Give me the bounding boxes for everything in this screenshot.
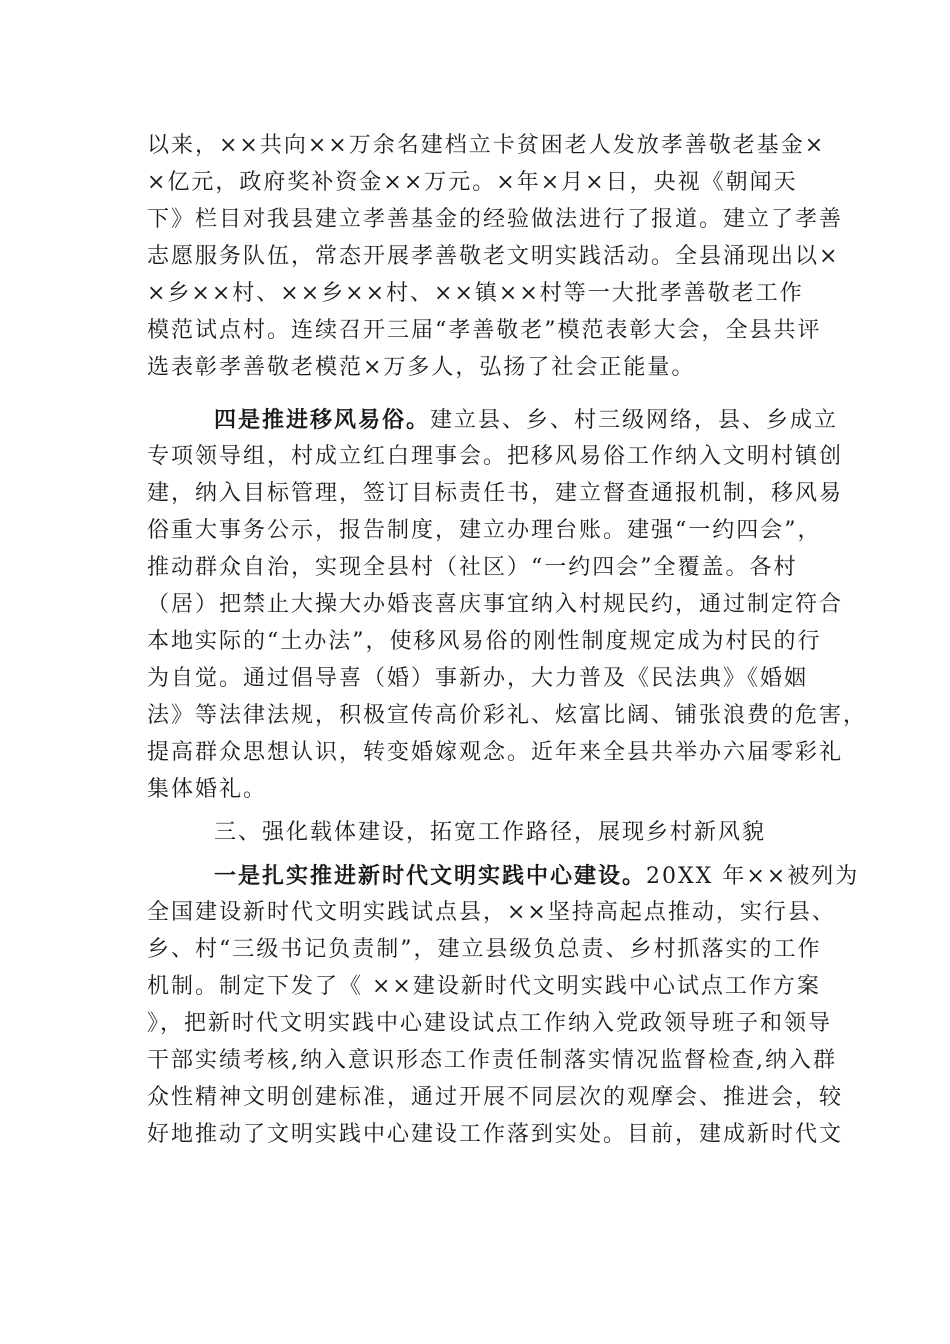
paragraph-line: 俗重大事务公示，报告制度，建立办理台账。建强“一约四会”， — [147, 518, 822, 543]
paragraph-line: 提高群众思想认识，转变婚嫁观念。近年来全县共举办六届零彩礼 — [147, 740, 844, 765]
paragraph-line: 全国建设新时代文明实践试点县，××坚持高起点推动，实行县、 — [147, 900, 836, 925]
paragraph-line: 下》栏目对我县建立孝善基金的经验做法进行了报道。建立了孝善 — [147, 207, 844, 232]
paragraph-line: ×乡××村、××乡××村、××镇××村等一大批孝善敬老工作 — [147, 281, 804, 306]
paragraph-line: （居）把禁止大操大办婚丧喜庆事宜纳入村规民约，通过制定符合 — [147, 592, 844, 617]
paragraph-line: 志愿服务队伍，常态开展孝善敬老文明实践活动。全县涌现出以× — [147, 244, 840, 269]
bold-lead-item4: 四是推进移风易俗。 — [214, 407, 431, 433]
paragraph-text: 20XX 年××被列为 — [646, 864, 860, 889]
paragraph-line: 乡、村“三级书记负责制”，建立县级负总责、乡村抓落实的工作 — [147, 937, 822, 962]
paragraph-line: 本地实际的“土办法”，使移风易俗的刚性制度规定成为村民的行 — [147, 629, 822, 654]
paragraph-line: 》，把新时代文明实践中心建设试点工作纳入党政领导班子和领导 — [147, 1011, 833, 1036]
paragraph-line: 专项领导组，村成立红白理事会。把移风易俗工作纳入文明村镇创 — [147, 444, 844, 469]
paragraph-first-line — [214, 402, 839, 438]
paragraph-line: 推动群众自治，实现全县村（社区）“一约四会”全覆盖。各村 — [147, 555, 798, 580]
paragraph-line: 众性精神文明创建标准，通过开展不同层次的观摩会、推进会，较 — [147, 1085, 844, 1110]
paragraph-line: 为自觉。通过倡导喜（婚）事新办，大力普及《民法典》《婚姻 — [147, 666, 809, 691]
paragraph-line: 机制。制定下发了《 ××建设新时代文明实践中心试点工作方案 — [147, 974, 821, 999]
paragraph-line: 法》等法律法规，积极宣传高价彩礼、炫富比阔、铺张浪费的危害， — [147, 703, 868, 728]
bold-lead-center-item1: 一是扎实推进新时代文明实践中心建设。 — [214, 863, 647, 889]
paragraph-line: 模范试点村。连续召开三届“孝善敬老”模范表彰大会，全县共评 — [147, 318, 822, 343]
paragraph-first-line — [214, 858, 860, 894]
paragraph-line: 好地推动了文明实践中心建设工作落到实处。目前，建成新时代文 — [147, 1122, 844, 1147]
section-heading: 三、强化载体建设，拓宽工作路径，展现乡村新风貌 — [214, 820, 767, 845]
paragraph-line: 以来，××共向××万余名建档立卡贫困老人发放孝善敬老基金× — [147, 133, 826, 158]
paragraph-line: 干部实绩考核,纳入意识形态工作责任制落实情况监督检查,纳入群 — [147, 1048, 837, 1073]
paragraph-text: 建立县、乡、村三级网络，县、乡成立 — [430, 408, 839, 433]
paragraph-line: 选表彰孝善敬老模范×万多人，弘扬了社会正能量。 — [147, 355, 696, 380]
paragraph-line: 建，纳入目标管理，签订目标责任书，建立督查通报机制，移风易 — [147, 481, 844, 506]
paragraph-line: 集体婚礼。 — [147, 777, 268, 802]
paragraph-line: ×亿元，政府奖补资金××万元。×年×月×日，央视《朝闻天 — [147, 170, 798, 195]
